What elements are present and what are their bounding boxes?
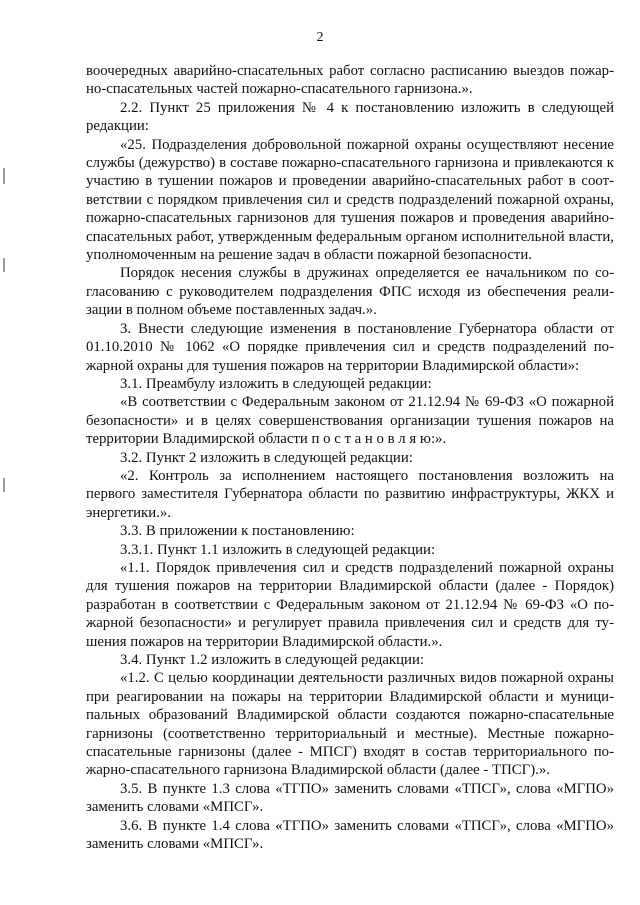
paragraph: 2.2. Пункт 25 приложения № 4 к постановлению изложить в следующей редакции:	[86, 99, 614, 135]
paragraph: 3.2. Пункт 2 изложить в следующей редакции:	[120, 449, 413, 466]
paragraph: 3.3. В приложении к постановлению:	[120, 523, 355, 540]
paragraph: «В соответствии с Федеральным законом от 21.12.94 № 69-ФЗ «О пожарной безопасности» и в целях совершенствования организации тушения пожаров на территории Владимирской области п о с т а н о в л я ю:».	[86, 394, 614, 448]
paragraph: 3. Внести следующие изменения в постановление Губернатора области от 01.10.2010 № 1062 «О порядке привлечения сил и средств подразделений пожарной охраны для тушения пожаров на территории Владимирской области»:	[86, 320, 614, 374]
paragraph: 3.1. Преамбулу изложить в следующей редакции:	[120, 375, 432, 392]
paragraph: 3.6. В пункте 1.4 слова «ТГПО» заменить словами «ТПСГ», слова «МГПО» заменить словами «МПСГ».	[86, 817, 614, 853]
paragraph: Порядок несения службы в дружинах определяется ее начальником по согласованию с руководителем подразделения ФПС исходя из обеспечения реализации в полном объеме поставленных задач.».	[86, 265, 614, 319]
paragraph: «1.2. С целью координации деятельности различных видов пожарной охраны при реагировании на пожары на территории Владимирской области и муниципальных образований Владимирской области создаются пожарно-спасательные гарнизоны (соответственно территориальный и местные). Местные пожарно-спасательные гарнизоны (далее - МПСГ) входят в состав территориального пожарно-спасательного гарнизона Владимирской области (далее - ТПСГ).».	[86, 670, 614, 779]
scan-edge-mark	[3, 258, 5, 272]
paragraph: «2. Контроль за исполнением настоящего постановления возложить на первого заместителя Губернатора области по развитию инфраструктуры, ЖКХ и энергетики.».	[86, 467, 614, 521]
document-body	[86, 62, 614, 853]
paragraph: «25. Подразделения добровольной пожарной охраны осуществляют несение службы (дежурство) в составе пожарно-спасательного гарнизона и привлекаются к участию в тушении пожаров и проведении аварийно-спасательных работ в соответствии с порядком привлечения сил и средств подразделений пожарной охраны, пожарно-спасательных гарнизонов для тушения пожаров и проведения аварийно-спасательных работ, утвержденным федеральным органом исполнительной власти, уполномоченным на решение задач в области пожарной безопасности.	[86, 136, 614, 264]
page-number: 2	[316, 30, 324, 45]
paragraph: 3.3.1. Пункт 1.1 изложить в следующей редакции:	[120, 541, 436, 558]
paragraph: «1.1. Порядок привлечения сил и средств подразделений пожарной охраны для тушения пожаров на территории Владимирской области (далее - Порядок) разработан в соответствии с Федеральным законом от 21.12.94 № 69-ФЗ «О пожарной безопасности» и регулирует правила привлечения сил и средств для тушения пожаров на территории Владимирской области.».	[86, 559, 614, 650]
scan-edge-mark	[3, 478, 5, 492]
paragraph: воочередных аварийно-спасательных работ согласно расписанию выездов пожарно-спасательных частей пожарно-спасательного гарнизона.».	[86, 63, 614, 98]
paragraph: 3.4. Пункт 1.2 изложить в следующей редакции:	[120, 652, 424, 668]
scan-edge-mark	[3, 168, 5, 184]
paragraph: 3.5. В пункте 1.3 слова «ТГПО» заменить словами «ТПСГ», слова «МГПО» заменить словами «МПСГ».	[86, 780, 614, 816]
